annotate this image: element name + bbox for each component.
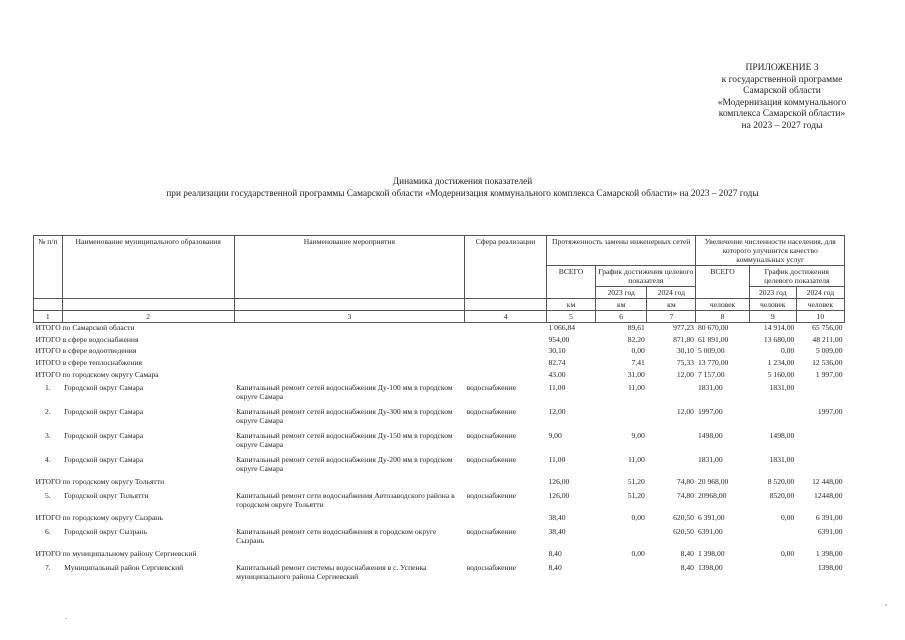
people-total-cell: 6391,00 xyxy=(697,526,723,536)
length-2024-cell xyxy=(647,381,696,405)
people-2023-cell: 1 234,00 xyxy=(767,358,795,368)
measure-cell: Капитальный ремонт сетей водоснабжения Ду-100 мм в городском округе Самара xyxy=(236,383,453,402)
header-length-group: Протяженность замены инженерных сетей xyxy=(546,236,695,266)
length-total-cell: 43,00 xyxy=(548,369,566,379)
people-total-cell: 5 009,00 xyxy=(697,346,725,356)
length-total-cell: 1 066,84 xyxy=(548,323,576,332)
people-2023-cell xyxy=(749,525,796,549)
municipality-cell: Городской округ Тольятти xyxy=(64,491,149,501)
total-label: ИТОГО по городскому округу Самара xyxy=(35,369,159,379)
length-total-cell: 11,00 xyxy=(548,383,566,393)
length-2024-cell: 620,50 xyxy=(673,526,694,536)
total-label: ИТОГО по Самарской области xyxy=(35,323,135,332)
length-total-cell: 12,00 xyxy=(548,407,566,417)
total-row xyxy=(34,346,845,358)
length-2023-cell xyxy=(596,561,647,585)
municipality-cell: Городской округ Самара xyxy=(64,455,144,465)
table-row xyxy=(34,405,845,429)
row-number: 6. xyxy=(44,526,51,536)
length-total-cell: 11,00 xyxy=(548,455,566,465)
sphere-cell: водоснабжение xyxy=(466,491,517,501)
total-row xyxy=(34,513,845,525)
length-2023-cell: 0,00 xyxy=(631,548,645,558)
appendix-line: комплекса Самарской области» xyxy=(718,109,846,119)
people-total-cell: 20968,00 xyxy=(697,491,727,501)
unit-km: км xyxy=(596,299,647,311)
appendix-line: Самарской области xyxy=(743,86,821,96)
total-label: ИТОГО в сфере теплоснабжения xyxy=(35,358,143,368)
people-2023-cell: 1831,00 xyxy=(769,383,795,393)
column-number: 3 xyxy=(234,311,464,323)
people-2023-cell xyxy=(749,561,796,585)
length-total-cell: 38,40 xyxy=(548,513,566,523)
unit-people: человек xyxy=(796,299,844,311)
length-2024-cell: 74,80 xyxy=(676,477,694,487)
people-2024-cell xyxy=(796,453,844,477)
total-label: ИТОГО в сфере водоотведения xyxy=(35,346,137,356)
people-2024-cell: 12 536,00 xyxy=(812,358,843,368)
scan-speck: . xyxy=(65,612,67,621)
people-2024-cell: 1 398,00 xyxy=(815,548,843,558)
length-total-cell: 82,74 xyxy=(548,358,566,368)
appendix-line: на 2023 – 2027 годы xyxy=(741,120,823,131)
people-2024-cell: 1398,00 xyxy=(817,562,843,572)
people-2023-cell: 0,00 xyxy=(780,346,795,356)
unit-km: км xyxy=(647,299,696,311)
people-2024-cell: 6 391,00 xyxy=(815,513,843,523)
length-2024-cell: 871,80 xyxy=(673,334,694,344)
sphere-cell: водоснабжение xyxy=(466,431,517,441)
municipality-cell: Городской округ Сызрань xyxy=(64,526,148,536)
length-2023-cell: 11,00 xyxy=(627,383,645,393)
length-total-cell: 954,00 xyxy=(548,334,570,344)
length-2023-cell: 82,20 xyxy=(627,334,645,344)
total-row xyxy=(34,370,845,382)
header-num: № п/п xyxy=(34,236,63,299)
length-2023-cell: 89,61 xyxy=(627,323,645,332)
total-row xyxy=(34,477,845,489)
table-row xyxy=(34,453,845,477)
people-2024-cell: 12448,00 xyxy=(814,491,843,501)
people-2023-cell xyxy=(749,405,796,429)
total-label: ИТОГО в сфере водоснабжения xyxy=(35,334,139,344)
length-2023-cell: 7,41 xyxy=(631,358,645,368)
table-body xyxy=(34,323,845,585)
sphere-cell: водоснабжение xyxy=(466,526,517,536)
appendix-line: к государственной программе xyxy=(721,74,843,85)
row-number: 2. xyxy=(44,407,51,417)
header-municipality: Наименование муниципального образования xyxy=(62,236,234,299)
row-number: 7. xyxy=(44,562,51,572)
column-number: 7 xyxy=(647,311,696,323)
header-2023-people: 2023 год xyxy=(749,287,796,299)
people-2024-cell xyxy=(796,381,844,405)
table-row xyxy=(34,489,845,513)
people-total-cell: 13 770,00 xyxy=(697,358,729,368)
people-total-cell: 1831,00 xyxy=(697,455,723,465)
length-total-cell: 30,10 xyxy=(548,346,566,356)
column-number: 1 xyxy=(34,311,63,323)
header-schedule-km: График достижения целевого показателя xyxy=(596,266,696,287)
unit-people: человек xyxy=(749,299,796,311)
length-total-cell: 38,40 xyxy=(548,526,566,536)
people-total-cell: 1498,00 xyxy=(697,431,723,441)
municipality-cell: Городской округ Самара xyxy=(64,431,144,441)
column-number: 6 xyxy=(596,311,647,323)
unit-people: человек xyxy=(696,299,749,311)
total-label: ИТОГО по городскому округу Сызрань xyxy=(35,513,163,523)
length-2024-cell: 12,00 xyxy=(676,369,694,379)
measure-cell: Капитальный ремонт сетей водоснабжения Ду-300 мм в городском округе Самара xyxy=(236,407,453,426)
appendix-line: «Модернизация коммунального xyxy=(717,97,847,108)
municipality-cell: Городской округ Самара xyxy=(64,383,144,393)
people-total-cell: 20 968,00 xyxy=(697,477,729,487)
people-2024-cell: 1997,00 xyxy=(817,407,843,417)
length-2023-cell xyxy=(596,525,647,549)
municipality-cell: Муниципальный район Сергиевский xyxy=(64,562,184,572)
people-2023-cell: 0,00 xyxy=(780,513,795,523)
table-header xyxy=(34,236,845,323)
table-row xyxy=(34,561,845,585)
people-2024-cell: 48 211,00 xyxy=(812,334,843,344)
people-2024-cell: 6391,00 xyxy=(817,526,843,536)
sphere-cell: водоснабжение xyxy=(466,383,517,393)
people-2023-cell: 8520,00 xyxy=(769,491,795,501)
length-2023-cell: 31,00 xyxy=(627,369,645,379)
table-row xyxy=(34,381,845,405)
title-line-1: Динамика достижения показателей xyxy=(392,177,533,187)
people-2024-cell: 5 009,00 xyxy=(815,346,843,356)
appendix-block xyxy=(692,63,872,132)
people-2023-cell: 8 520,00 xyxy=(767,477,795,487)
total-row xyxy=(34,358,845,370)
row-number: 4. xyxy=(44,455,51,465)
length-2024-cell: 620,50 xyxy=(673,513,694,523)
header-measure: Наименование мероприятия xyxy=(234,236,464,299)
length-2023-cell: 9,00 xyxy=(631,431,645,441)
row-number: 3. xyxy=(44,431,51,441)
people-total-cell: 7 157,00 xyxy=(697,369,725,379)
people-2023-cell: 1498,00 xyxy=(769,431,795,441)
header-2024-km: 2024 год xyxy=(647,287,696,299)
total-label: ИТОГО по муниципальному району Сергиевский xyxy=(35,548,197,558)
length-total-cell: 8,40 xyxy=(548,548,562,558)
column-number: 8 xyxy=(696,311,749,323)
length-total-cell: 8,40 xyxy=(548,562,562,572)
length-2023-cell: 11,00 xyxy=(627,455,645,465)
total-row xyxy=(34,549,845,561)
indicators-table xyxy=(33,235,845,585)
header-schedule-people: График достижения целевого показателя xyxy=(749,266,844,287)
header-sphere: Сфера реализации xyxy=(465,236,547,299)
people-2024-cell: 12 448,00 xyxy=(812,477,843,487)
scan-speck: , xyxy=(885,598,887,607)
people-total-cell: 1398,00 xyxy=(697,562,723,572)
people-2023-cell: 5 160,00 xyxy=(767,369,795,379)
column-number: 5 xyxy=(546,311,595,323)
header-2023-km: 2023 год xyxy=(596,287,647,299)
people-2023-cell: 13 680,00 xyxy=(763,334,795,344)
header-2024-people: 2024 год xyxy=(796,287,844,299)
people-2024-cell: 65 756,00 xyxy=(812,323,843,332)
column-number: 4 xyxy=(465,311,547,323)
appendix-line: ПРИЛОЖЕНИЕ 3 xyxy=(745,63,819,73)
people-total-cell: 1 398,00 xyxy=(697,548,725,558)
people-total-cell: 6 391,00 xyxy=(697,513,725,523)
measure-cell: Капитальный ремонт сети водоснабжения Автозаводского района в городском округе Тольятти xyxy=(236,491,455,510)
total-row xyxy=(34,323,845,335)
length-2024-cell: 12,00 xyxy=(676,407,694,417)
length-total-cell: 126,00 xyxy=(548,477,570,487)
row-number: 5. xyxy=(44,491,51,501)
people-total-cell: 1997,00 xyxy=(697,407,723,417)
header-total-km: ВСЕГО xyxy=(546,266,595,299)
measure-cell: Капитальный ремонт системы водоснабжения в с. Успенка муниципального района Сергиевский xyxy=(236,562,427,581)
length-2024-cell xyxy=(647,429,696,453)
length-2023-cell: 51,20 xyxy=(627,491,645,501)
people-total-cell: 1831,00 xyxy=(697,383,723,393)
total-label: ИТОГО по городскому округу Тольятти xyxy=(35,477,165,487)
unit-km: км xyxy=(546,299,595,311)
length-2023-cell: 51,20 xyxy=(627,477,645,487)
length-2024-cell: 8,40 xyxy=(680,562,694,572)
table-row xyxy=(34,525,845,549)
length-2023-cell: 0,00 xyxy=(631,513,645,523)
table-row xyxy=(34,429,845,453)
length-2024-cell: 30,10 xyxy=(676,346,694,356)
length-total-cell: 9,00 xyxy=(548,431,562,441)
people-total-cell: 61 891,00 xyxy=(697,334,729,344)
sphere-cell: водоснабжение xyxy=(466,407,517,417)
column-number: 9 xyxy=(749,311,796,323)
people-2024-cell xyxy=(796,429,844,453)
measure-cell: Капитальный ремонт сетей водоснабжения Ду-150 мм в городском округе Самара xyxy=(236,431,453,450)
total-row xyxy=(34,335,845,347)
people-2023-cell: 1831,00 xyxy=(769,455,795,465)
municipality-cell: Городской округ Самара xyxy=(64,407,144,417)
sphere-cell: водоснабжение xyxy=(466,562,517,572)
length-2024-cell: 977,23 xyxy=(673,323,694,332)
header-total-people: ВСЕГО xyxy=(696,266,749,299)
length-2024-cell: 75,33 xyxy=(676,358,694,368)
title-line-2: при реализации государственной программы Самарской области «Модернизация коммунального комплекса Самарской области» на 2023 – 2027 годы xyxy=(166,189,759,199)
length-2024-cell xyxy=(647,453,696,477)
length-2023-cell xyxy=(596,405,647,429)
people-total-cell: 80 670,00 xyxy=(697,323,729,332)
column-number: 2 xyxy=(62,311,234,323)
row-number: 1. xyxy=(44,383,51,393)
length-2024-cell: 74,80 xyxy=(676,491,694,501)
column-number: 10 xyxy=(796,311,844,323)
people-2023-cell: 0,00 xyxy=(780,548,795,558)
measure-cell: Капитальный ремонт сетей водоснабжения Ду-200 мм в городском округе Самара xyxy=(236,455,453,474)
document-title xyxy=(0,176,905,200)
measure-cell: Капитальный ремонт сети водоснабжения в городском округе Сызрань xyxy=(236,526,437,545)
length-2023-cell: 0,00 xyxy=(631,346,645,356)
header-population-group: Увеличение численности населения, для которого улучшится качество коммунальных услуг xyxy=(696,236,845,266)
people-2024-cell: 1 997,00 xyxy=(815,369,843,379)
sphere-cell: водоснабжение xyxy=(466,455,517,465)
people-2023-cell: 14 914,00 xyxy=(763,323,795,332)
length-total-cell: 126,00 xyxy=(548,491,570,501)
length-2024-cell: 8,40 xyxy=(680,548,694,558)
